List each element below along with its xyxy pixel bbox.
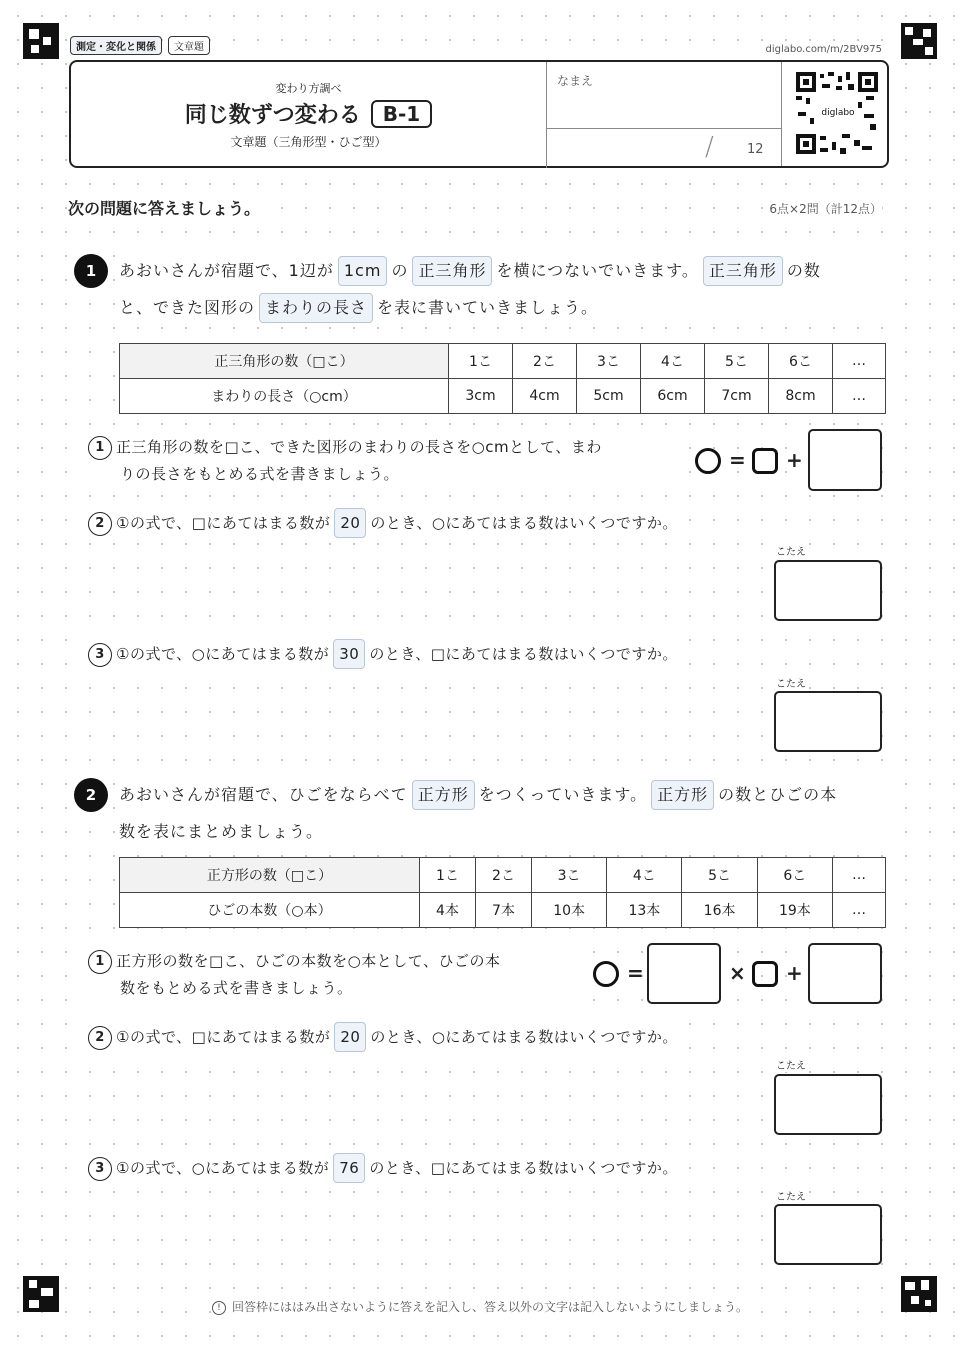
table-cell: 2こ: [513, 344, 577, 379]
sub-text: 数をもとめる式を書きましょう。: [120, 979, 353, 997]
table-cell: 10本: [532, 893, 607, 928]
question-1-sub-1: [88, 434, 688, 488]
table-cell: 5こ: [705, 344, 769, 379]
table-row-header: ひごの本数（○本）: [120, 893, 420, 928]
highlight-value: 76: [333, 1153, 365, 1183]
plus-sign: +: [786, 448, 803, 472]
highlight-shape: 正方形: [412, 780, 475, 810]
text-segment: の数とひごの本: [718, 785, 838, 804]
table-cell: 3こ: [577, 344, 641, 379]
text-segment: をつくっていきます。: [478, 785, 648, 804]
worksheet-url[interactable]: diglabo.com/m/2BV975: [765, 44, 882, 55]
square-symbol-icon: [752, 961, 778, 987]
table-cell: 6こ: [757, 858, 832, 893]
table-cell: …: [833, 344, 886, 379]
highlight-shape: 正方形: [651, 780, 714, 810]
sub-number: 1: [88, 436, 112, 460]
highlight-value: 20: [334, 1022, 366, 1052]
text-segment: を表に書いていきましょう。: [377, 298, 599, 317]
type-tag: 文章題: [168, 36, 210, 55]
pre-title: 変わり方調べ: [275, 82, 342, 95]
sub-text: 正方形の数を□こ、ひごの本数を○本として、ひごの本: [116, 952, 501, 970]
table-cell: …: [833, 893, 886, 928]
table-cell: …: [833, 858, 886, 893]
score-max: 12: [747, 142, 764, 157]
sub-text: ①の式で、□にあてはまる数が: [116, 514, 331, 532]
formula-answer-box-1[interactable]: [647, 943, 721, 1004]
category-tag: 測定・変化と関係: [70, 36, 162, 55]
qr-label: diglabo: [821, 108, 855, 118]
text-segment: の数: [786, 261, 821, 280]
table-row-header: 正方形の数（□こ）: [120, 858, 420, 893]
sub-text: のとき、□にあてはまる数はいくつですか。: [369, 645, 678, 663]
question-1-sub-2: [88, 508, 678, 538]
question-2-line-2: [119, 813, 889, 850]
level-code: B-1: [371, 100, 432, 128]
formula-answer-box[interactable]: [808, 429, 882, 491]
table-row: [120, 379, 886, 414]
text-segment: と、できた図形の: [119, 298, 256, 317]
score-slash: /: [705, 132, 714, 162]
question-1-text: [119, 252, 889, 326]
answer-box[interactable]: [774, 1074, 882, 1135]
plus-sign: +: [786, 961, 803, 985]
sub-text: ①の式で、○にあてはまる数が: [116, 645, 330, 663]
table-row: [120, 893, 886, 928]
text-segment: の: [391, 261, 409, 280]
table-cell: …: [833, 379, 886, 414]
footer-note: [0, 1298, 960, 1315]
page-title: 同じ数ずつ変わる: [184, 103, 361, 128]
equals-sign: =: [729, 448, 746, 472]
name-field[interactable]: [546, 62, 782, 129]
question-2-line-1: [119, 776, 889, 813]
circle-symbol-icon: [593, 961, 619, 987]
sub-text: ①の式で、○にあてはまる数が: [116, 1159, 330, 1177]
sub-text: ①の式で、□にあてはまる数が: [116, 1028, 331, 1046]
sub-text: のとき、○にあてはまる数はいくつですか。: [370, 514, 678, 532]
formula-answer-box-2[interactable]: [808, 943, 882, 1004]
subtitle: 文章題（三角形型・ひご型）: [230, 135, 387, 149]
sub-number: 2: [88, 1026, 112, 1050]
circle-symbol-icon: [695, 448, 721, 474]
sub-line: [88, 461, 688, 488]
table-row: [120, 344, 886, 379]
instruction: 次の問題に答えましょう。: [68, 196, 260, 219]
name-label: なまえ: [557, 74, 594, 88]
table-cell: 1こ: [449, 344, 513, 379]
corner-marker-top-left: [23, 23, 59, 59]
table-cell: 19本: [757, 893, 832, 928]
question-2-sub-1: [88, 948, 578, 1002]
text-segment: を横につないでいきます。: [496, 261, 699, 280]
sub-text: 正三角形の数を□こ、できた図形のまわりの長さを○cmとして、まわ: [116, 438, 602, 456]
highlight-value: 20: [334, 508, 366, 538]
sub-number: 1: [88, 950, 112, 974]
table-cell: 4こ: [641, 344, 705, 379]
sub-text: のとき、□にあてはまる数はいくつですか。: [369, 1159, 678, 1177]
sub-text: のとき、○にあてはまる数はいくつですか。: [370, 1028, 678, 1046]
question-2-number: 2: [74, 778, 108, 812]
tag-row: [70, 36, 210, 55]
question-2-sub-2: [88, 1022, 678, 1052]
question-1-number: 1: [74, 254, 108, 288]
highlight-perimeter: まわりの長さ: [259, 293, 373, 323]
text-segment: あおいさんが宿題で、1辺が: [119, 261, 334, 280]
score-field[interactable]: [546, 128, 782, 168]
sub-line: [88, 948, 578, 975]
table-cell: 2こ: [476, 858, 532, 893]
equals-sign: =: [627, 961, 644, 985]
answer-box[interactable]: [774, 691, 882, 752]
sub-line: [88, 434, 688, 461]
text-segment: 数を表にまとめましょう。: [119, 822, 324, 841]
question-1-line-2: [119, 289, 889, 326]
question-1-line-1: [119, 252, 889, 289]
info-icon: !: [212, 1301, 226, 1315]
table-cell: 6こ: [769, 344, 833, 379]
qr-code[interactable]: [781, 62, 888, 166]
sub-line: [88, 975, 578, 1002]
table-cell: 16本: [682, 893, 757, 928]
answer-label: こたえ: [776, 675, 806, 690]
table-cell: 4こ: [607, 858, 682, 893]
table-cell: 13本: [607, 893, 682, 928]
highlight-shape: 正三角形: [412, 256, 492, 286]
table-row: [120, 858, 886, 893]
worksheet-header: [69, 60, 889, 168]
table-row-header: 正三角形の数（□こ）: [120, 344, 449, 379]
text-segment: あおいさんが宿題で、ひごをならべて: [119, 785, 408, 804]
question-1-sub-3: [88, 639, 678, 669]
table-cell: 5cm: [577, 379, 641, 414]
answer-label: こたえ: [776, 1188, 806, 1203]
sub-number: 3: [88, 1157, 112, 1181]
table-cell: 8cm: [769, 379, 833, 414]
footer-text: 回答枠にははみ出さないように答えを記入し、答え以外の文字は記入しないようにしましょう。: [231, 1300, 748, 1314]
table-cell: 7本: [476, 893, 532, 928]
highlight-shape: 正三角形: [703, 256, 783, 286]
table-cell: 6cm: [641, 379, 705, 414]
answer-box[interactable]: [774, 1204, 882, 1265]
answer-label: こたえ: [776, 543, 806, 558]
table-row-header: まわりの長さ（○cm）: [120, 379, 449, 414]
sub-number: 2: [88, 512, 112, 536]
table-cell: 4cm: [513, 379, 577, 414]
corner-marker-top-right: [901, 23, 937, 59]
table-cell: 7cm: [705, 379, 769, 414]
points-info: 6点×2問（計12点）: [769, 202, 882, 216]
sub-text: りの長さをもとめる式を書きましょう。: [120, 465, 400, 483]
highlight-value: 30: [333, 639, 365, 669]
answer-box[interactable]: [774, 560, 882, 621]
times-sign: ×: [729, 961, 746, 985]
question-2-sub-3: [88, 1153, 678, 1183]
table-cell: 5こ: [682, 858, 757, 893]
table-cell: 3cm: [449, 379, 513, 414]
square-symbol-icon: [752, 448, 778, 474]
qr-code-icon: [796, 72, 878, 154]
table-cell: 1こ: [420, 858, 476, 893]
highlight-length: 1cm: [338, 256, 388, 286]
question-2-table: [119, 857, 886, 928]
title-row: [71, 98, 546, 129]
answer-label: こたえ: [776, 1057, 806, 1072]
question-2-text: [119, 776, 889, 850]
sub-number: 3: [88, 643, 112, 667]
title-block: [71, 62, 546, 166]
table-cell: 4本: [420, 893, 476, 928]
table-cell: 3こ: [532, 858, 607, 893]
question-1-table: [119, 343, 886, 414]
